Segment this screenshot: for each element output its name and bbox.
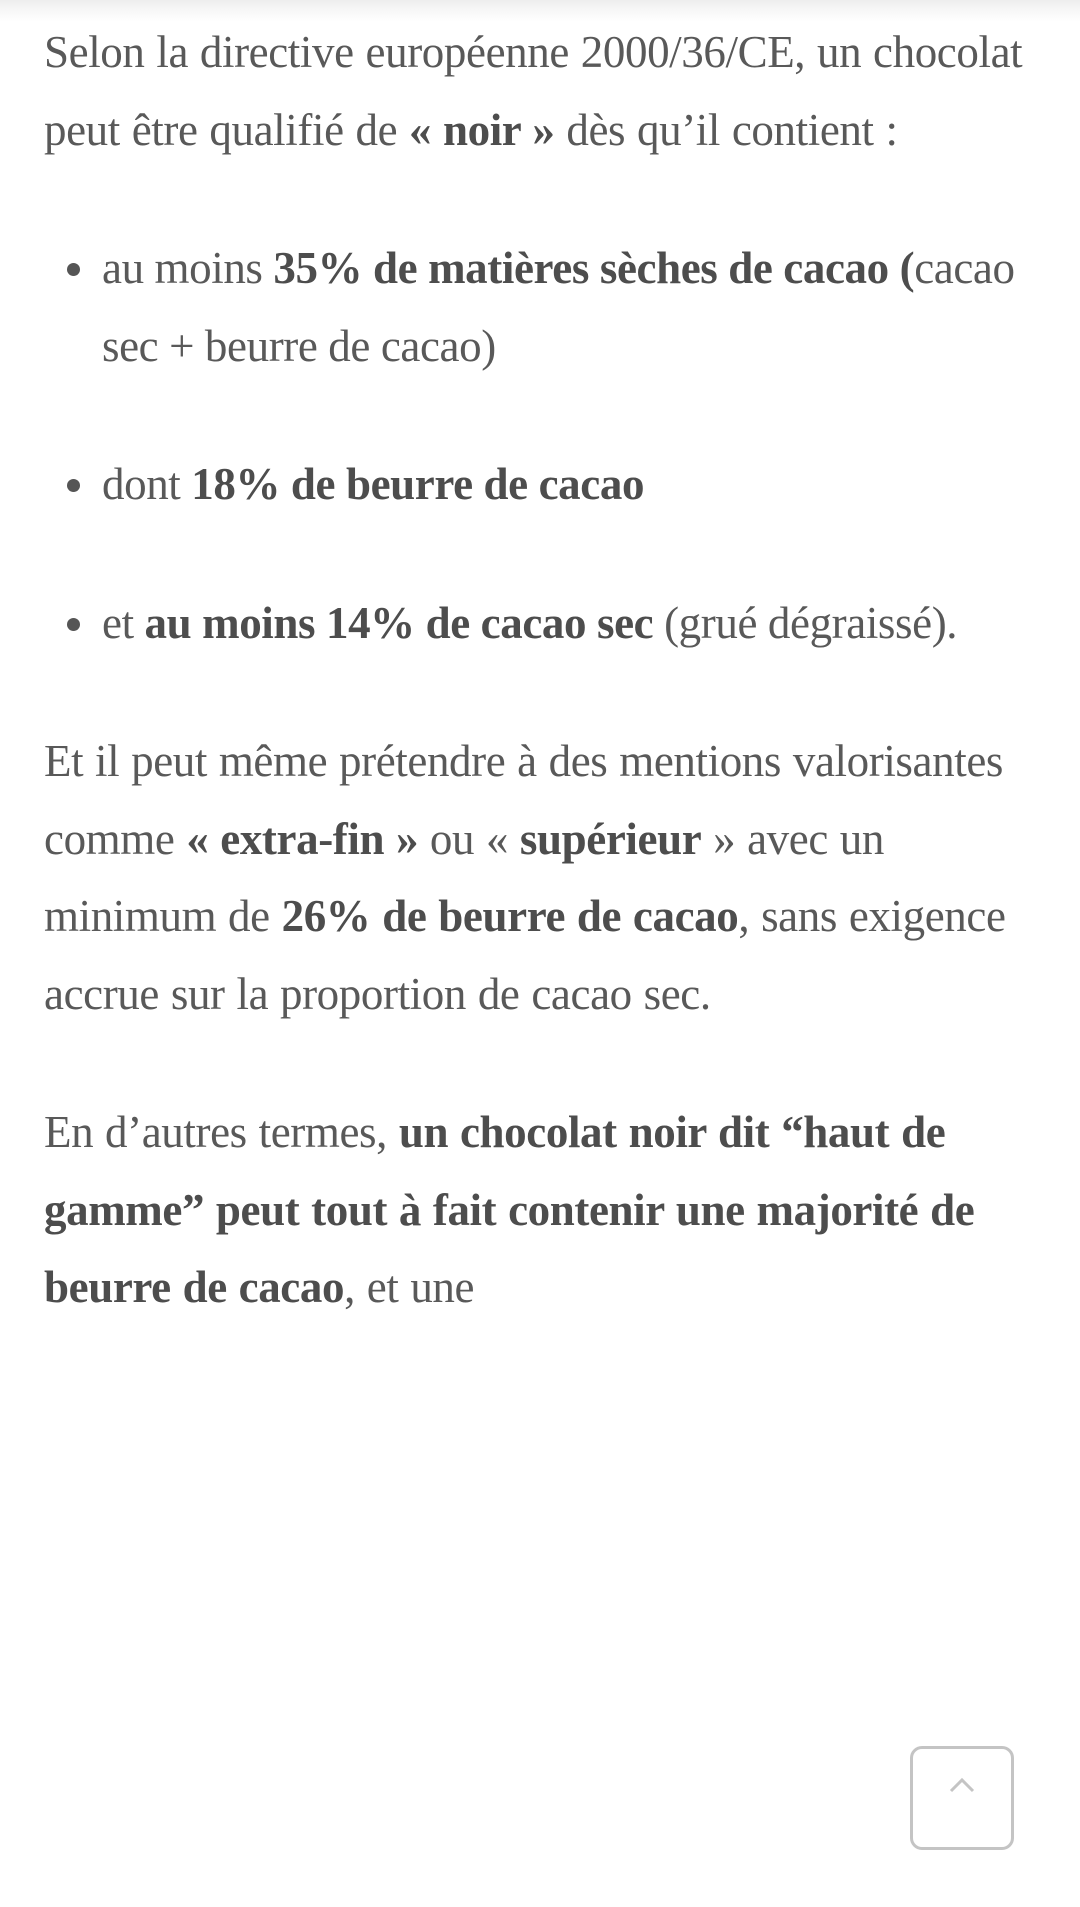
- paragraph-text: En d’autres termes,: [44, 1107, 399, 1157]
- bullet-icon: [67, 618, 80, 631]
- paragraph-text: » avec un minimum de: [44, 813, 884, 941]
- list-item-text: (grué dégraissé).: [653, 597, 958, 648]
- bold-text-26-percent: 26% de beurre de cacao: [281, 891, 739, 941]
- bold-text-superieur: supérieur: [519, 813, 702, 864]
- list-item-text: au moins: [102, 243, 274, 293]
- list-item-text: dont: [102, 459, 192, 509]
- list-item: [102, 446, 1044, 524]
- list-item-text: et: [102, 597, 145, 648]
- bullet-icon: [67, 263, 80, 276]
- paragraph-directive: [44, 14, 1044, 169]
- paragraph-text: , sans exigence accrue sur la proportion de cacao sec.: [44, 891, 1006, 1019]
- paragraph-text: ou «: [418, 813, 520, 864]
- list-item: [102, 585, 1044, 663]
- paragraph-text: Selon la directive européenne 2000/36/CE, un chocolat peut être qualifié de: [44, 27, 1023, 155]
- requirements-list: [44, 230, 1044, 662]
- list-item-bold: 18% de beurre de cacao: [191, 459, 645, 509]
- chevron-up-icon: [949, 1777, 975, 1793]
- paragraph-text: , et une: [344, 1262, 475, 1312]
- list-item-bold: 35% de matières sèches de cacao (: [273, 243, 915, 293]
- paragraph-text: dès qu’il contient :: [554, 104, 898, 155]
- scroll-to-top-button[interactable]: [910, 1746, 1014, 1850]
- list-item: [102, 230, 1044, 385]
- list-item-text: cacao sec + beurre de cacao): [102, 243, 1015, 371]
- bold-text-noir: « noir »: [409, 104, 555, 155]
- paragraph-conclusion: [44, 1094, 1044, 1327]
- bullet-icon: [67, 479, 80, 492]
- bold-text-haut-de-gamme: un chocolat noir dit “haut de gamme” peut tout à fait contenir une majorité de beurre de cacao: [44, 1107, 975, 1312]
- list-item-bold: au moins 14% de cacao sec: [144, 597, 654, 648]
- paragraph-text: Et il peut même prétendre à des mentions valorisantes comme: [44, 736, 1004, 864]
- paragraph-mentions: [44, 723, 1044, 1033]
- bold-text-extra-fin: « extra-fin »: [186, 813, 419, 864]
- article-body: [44, 14, 1044, 1388]
